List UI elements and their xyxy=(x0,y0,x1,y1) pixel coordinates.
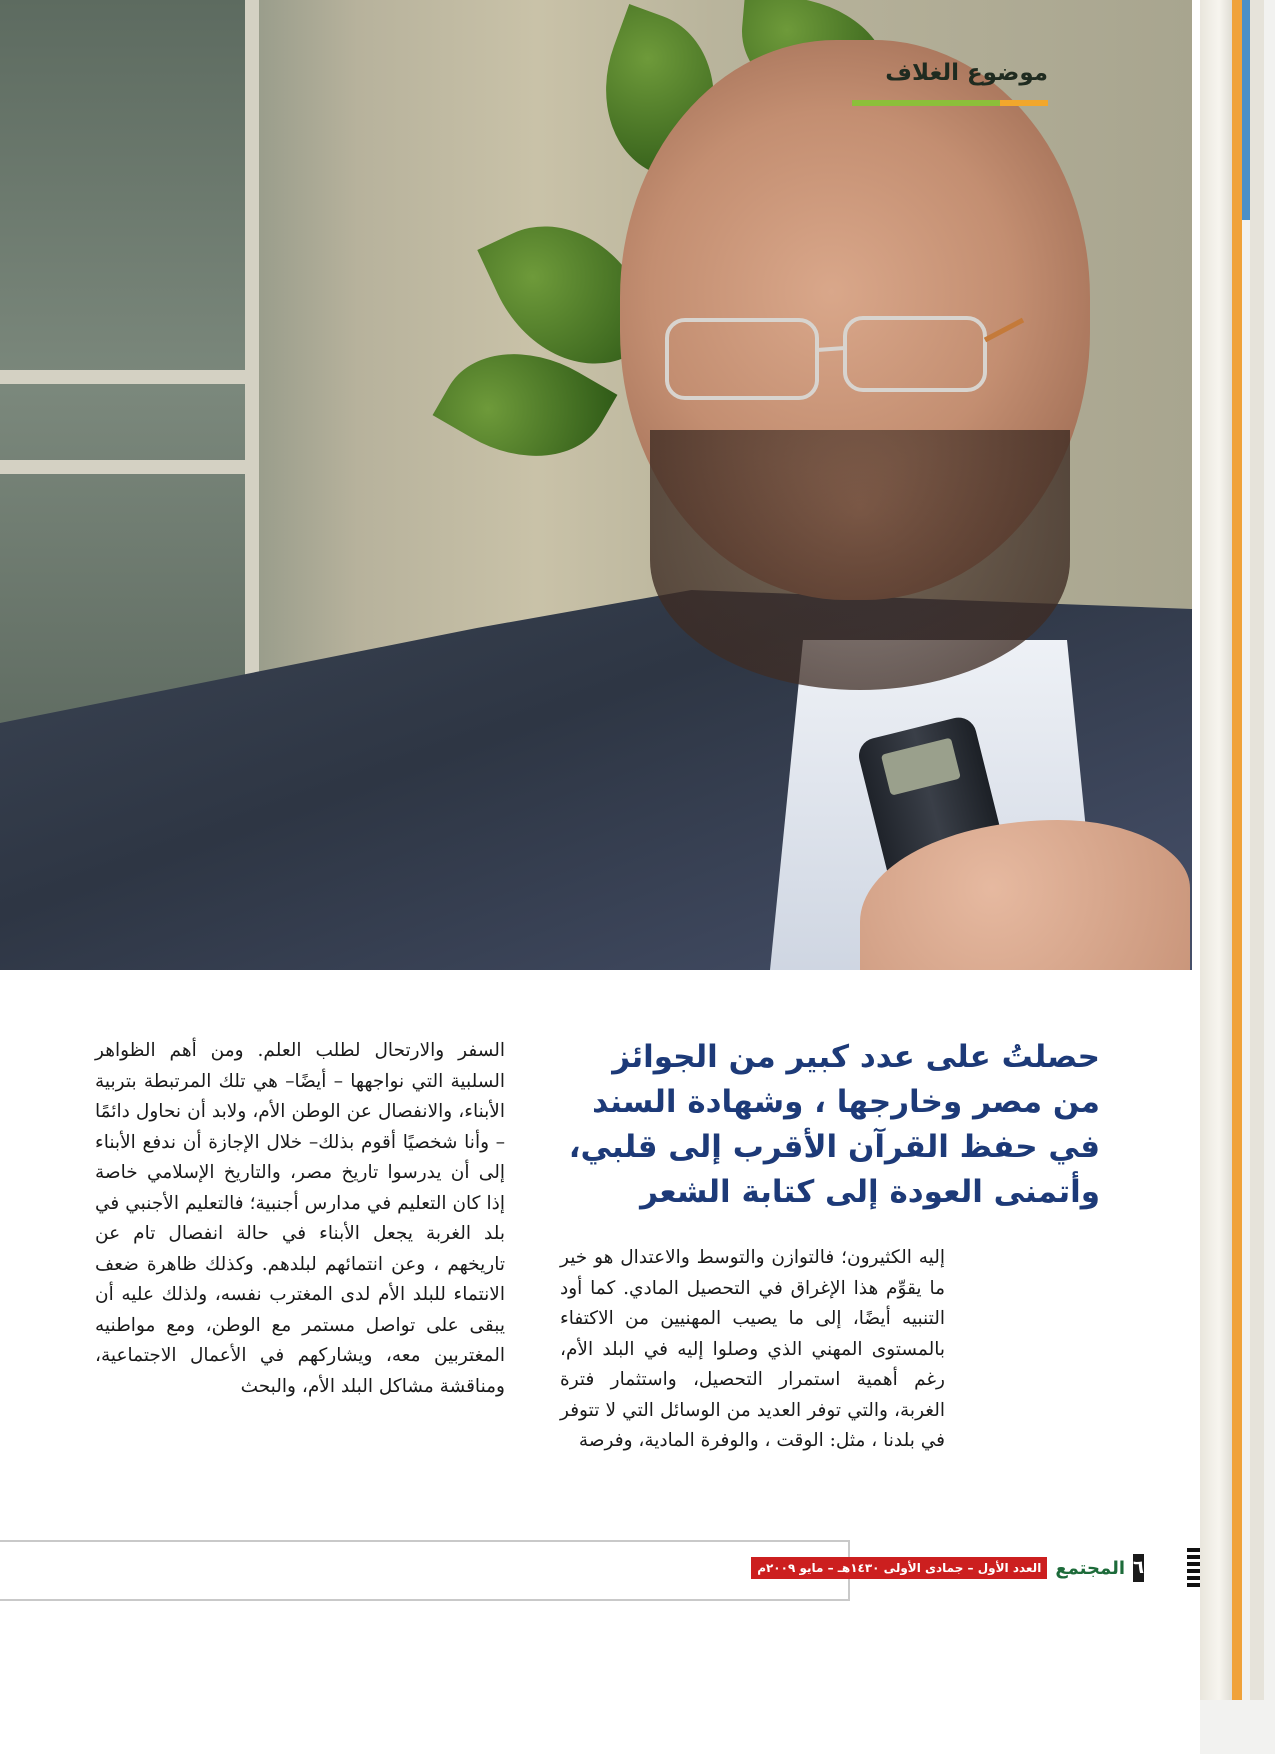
page-edge-outer xyxy=(1250,0,1264,1700)
section-label: موضوع الغلاف xyxy=(885,60,1048,86)
pull-quote-line: في حفظ القرآن الأقرب إلى قلبي، xyxy=(568,1129,1100,1165)
magazine-logo: المجتمع xyxy=(1055,1557,1125,1579)
column-right-text: إليه الكثيرون؛ فالتوازن والتوسط والاعتدال هو خير ما يقوِّم هذا الإغراق في التحصيل المادي. كما أود التنبيه أيضًا، إلى ما يصيب المهنيين من الاكتفاء بالمستوى المهني الذي وصلوا إليه في البلد الأم، رغم أهمية استمرار التحصيل، واستثمار فترة الغربة، والتي توفر العديد من الوسائل التي لا تتوفر في بلدنا ، مثل: الوقت ، والوفرة المادية، وفرصة xyxy=(560,1247,945,1451)
page-edge xyxy=(1200,0,1232,1700)
pull-quote-line: وأتمنى العودة إلى كتابة الشعر xyxy=(640,1174,1100,1210)
glasses-icon xyxy=(665,300,1025,410)
subject-beard xyxy=(650,430,1070,690)
page-edge-blue xyxy=(1242,0,1250,220)
issue-info: العدد الأول – جمادى الأولى ١٤٣٠هـ – مايو ٢٠٠٩م xyxy=(751,1557,1047,1579)
recorder-screen xyxy=(881,738,961,796)
pull-quote-line: حصلتُ على عدد كبير من الجوائز xyxy=(612,1039,1100,1075)
section-bar-orange xyxy=(1000,100,1048,106)
section-tag xyxy=(852,60,1048,106)
article-column-left xyxy=(95,1036,505,1402)
page-edge-orange xyxy=(1232,0,1242,1700)
pull-quote xyxy=(560,1035,1100,1215)
pull-quote-line: من مصر وخارجها ، وشهادة السند xyxy=(592,1084,1100,1120)
page-number: ٦ xyxy=(1133,1554,1144,1582)
window-bar xyxy=(0,460,245,474)
footer-blank-box xyxy=(0,1540,850,1601)
window-bar xyxy=(0,370,245,384)
column-left-text: السفر والارتحال لطلب العلم. ومن أهم الظواهر السلبية التي نواجهها – أيضًا– هي تلك المرتبطة بتربية الأبناء، والانفصال عن الوطن الأم، ولابد أن نحاول دائمًا – وأنا شخصيًا أقوم بذلك– خلال الإجازة أن ندفع الأبناء إلى أن يدرسوا تاريخ مصر، والتاريخ الإسلامي خاصة إذا كان التعليم في مدارس أجنبية؛ فالتعليم الأجنبي في بلد الغربة يجعل الأبناء في حالة انفصال تام عن تاريخهم ، وعن انتمائهم لبلدهم. وكذلك ظاهرة ضعف الانتماء للبلد الأم لدى المغترب نفسه، ولذلك عليه أن يبقى على تواصل مستمر مع الوطن، ومع مواطنيه المغتربين معه، ويشاركهم في الأعمال الاجتماعية، ومناقشة مشاكل البلد الأم، والبحث xyxy=(95,1040,505,1397)
article-column-right xyxy=(560,1243,945,1457)
binding-ticks xyxy=(1187,1548,1201,1590)
footer-strip xyxy=(757,1543,1144,1593)
